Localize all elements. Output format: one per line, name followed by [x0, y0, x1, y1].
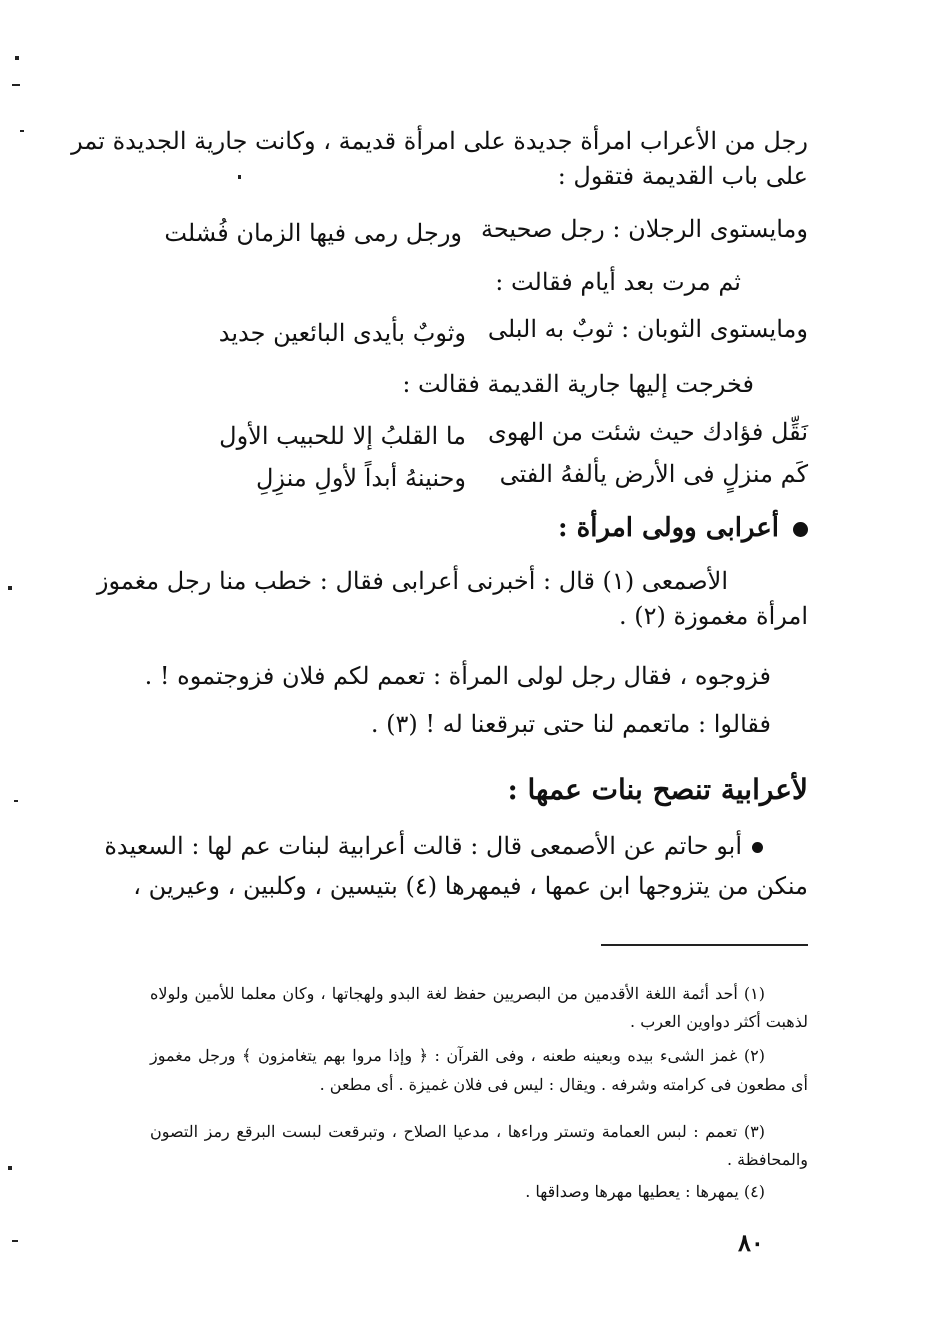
- section-1-para-line-1: الأصمعى (١) قال : أخبرنى أعرابى فقال : خطب منا رجل مغموز: [96, 567, 728, 595]
- intro-line-1: رجل من الأعراب امرأة جديدة على امرأة قديمة ، وكانت جارية الجديدة تمر: [71, 127, 808, 155]
- scan-speck: [8, 586, 12, 590]
- section-1-line-3: فزوجوه ، فقال رجل لولى المرأة : تعمم لكم فلان فزوجتموه ! .: [144, 662, 771, 690]
- scan-speck: [8, 1166, 12, 1170]
- section-2-para-line-2: منكن من يتزوجها ابن عمها ، فيمهرها (٤) بتيسين ، وكلبين ، وعيرين ،: [133, 872, 808, 900]
- scan-speck: [238, 175, 241, 179]
- footnote-1-line-2: لذهبت أكثر دواوين العرب .: [630, 1012, 808, 1031]
- scan-speck: [12, 84, 20, 86]
- section-2-para-line-1-text: أبو حاتم عن الأصمعى قال : قالت أعرابية لبنات عم لها : السعيدة: [104, 832, 742, 860]
- verse-1-right-hemistich: ومايستوى الرجلان : رجل صحيحة: [481, 215, 808, 243]
- verse-4-left-hemistich: وحنينهُ أبداً لأولِ منزِلِ: [255, 464, 466, 492]
- scan-speck: [20, 130, 24, 132]
- verse-2-left-hemistich: وثوبٌ بأيدى البائعين جديد: [218, 319, 466, 347]
- footnote-3-line-2: والمحافظة .: [726, 1150, 808, 1169]
- section-1-para-line-2: امرأة مغموزة (٢) .: [618, 602, 808, 630]
- verse-3-left-hemistich: ما القلبُ إلا للحبيب الأول: [219, 422, 466, 450]
- verse-2-right-hemistich: ومايستوى الثوبان : ثوبٌ به البلى: [487, 315, 808, 343]
- section-1-line-4: فقالوا : ماتعمم لنا حتى تبرقعنا له ! (٣) .: [370, 710, 771, 738]
- footnote-1-line-1: (١) أحد أئمة اللغة الأقدمين من البصريين حفظ لغة البدو ولهجاتها ، وكان معلما للأمين ولولاه: [150, 984, 765, 1003]
- page-number: ٨٠: [738, 1228, 764, 1257]
- verse-3-right-hemistich: نَقِّل فؤادك حيث شئت من الهوى: [487, 418, 808, 446]
- verse-1-left-hemistich: ورجل رمى فيها الزمان فُشلت: [164, 219, 462, 247]
- footnote-2-line-1: (٢) غمز الشىء بيده وبعينه طعنه ، وفى القرآن : ﴿ وإذا مروا بهم يتغامزون ﴾ ورجل مغموز: [150, 1046, 765, 1065]
- bullet-icon: [793, 522, 808, 537]
- section-1-heading: [558, 510, 808, 546]
- footnote-4-line-1: (٤) يمهرها : يعطيها مهرها وصداقها .: [525, 1182, 765, 1201]
- scan-speck: [15, 56, 19, 60]
- transition-line-1: ثم مرت بعد أيام فقالت :: [495, 268, 741, 296]
- section-1-heading-text: أعرابى وولى امرأة :: [557, 513, 779, 543]
- scan-speck: [12, 1240, 18, 1242]
- footnote-3-line-1: (٣) تعمم : لبس العمامة وتستر وراءها ، مدعيا الصلاح ، وتبرقعت لبست البرقع رمز التصون: [150, 1122, 765, 1141]
- footnote-separator: [601, 944, 808, 946]
- bullet-icon: [752, 842, 763, 853]
- verse-4-right-hemistich: كَم منزلٍ فى الأرض يألفهُ الفتى: [499, 460, 808, 488]
- section-2-para-line-1: [104, 830, 763, 862]
- footnote-2-line-2: أى مطعون فى كرامته وشرفه . ويقال : ليس فى فلان غميزة . أى مطعن .: [319, 1075, 808, 1094]
- intro-line-2: على باب القديمة فتقول :: [557, 162, 808, 190]
- transition-line-2: فخرجت إليها جارية القديمة فقالت :: [402, 370, 754, 398]
- section-2-heading: لأعرابية تنصح بنات عمها :: [507, 773, 808, 806]
- scan-speck: [14, 800, 18, 802]
